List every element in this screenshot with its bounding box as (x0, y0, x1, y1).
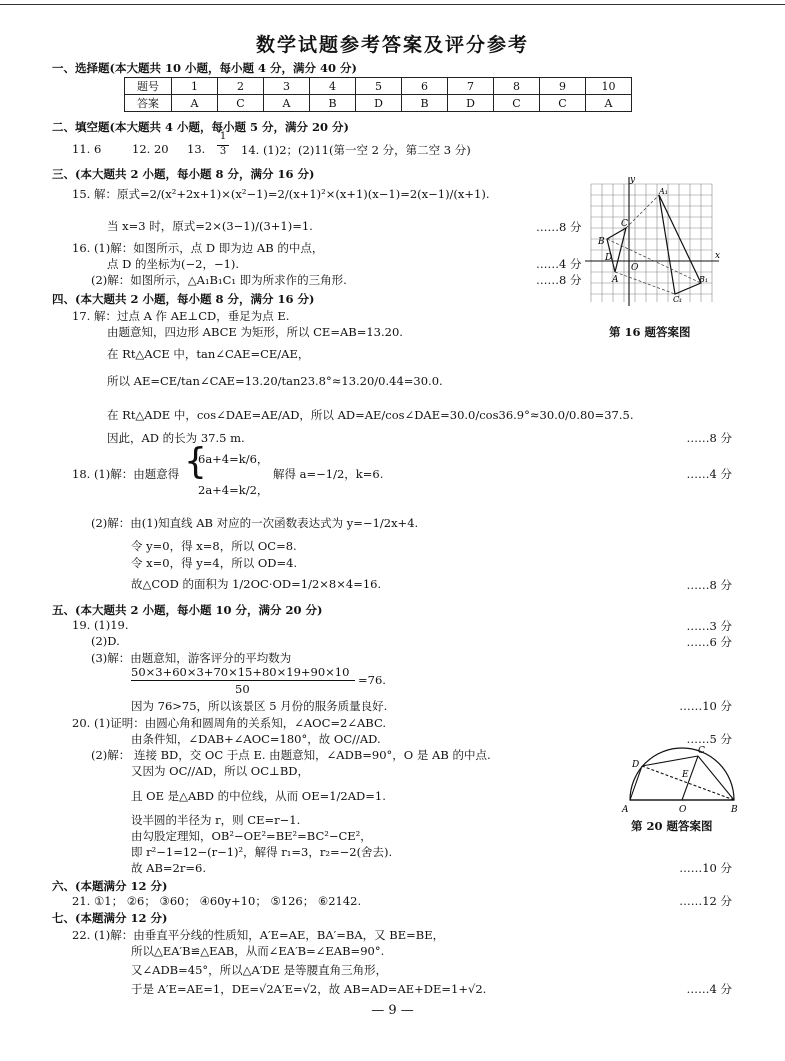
fig20-label-b: B (731, 805, 738, 815)
brace-symbol: { (184, 441, 207, 482)
table-row-answers (125, 95, 632, 112)
page-title: 数学试题参考答案及评分参考 (255, 34, 529, 56)
table-cell: 6 (402, 78, 448, 95)
table-header-cell: 题号 (125, 78, 172, 95)
fig16-label-a1: A₁ (659, 187, 668, 196)
table-cell: B (310, 95, 356, 112)
q22-line2: 所以△EA′B≌△EAB，从而∠EA′B=∠EAB=90°. (131, 944, 385, 958)
figure-16-caption: 第 16 题答案图 (609, 325, 691, 339)
top-rule (0, 4, 785, 5)
fig16-label-c1: C₁ (673, 295, 683, 304)
q19-part1: 19. (1)19. (72, 618, 129, 632)
q17-line3: 在 Rt△ACE 中，tan∠CAE=CE/AE， (107, 347, 310, 361)
answer-13-numerator: 1 (219, 131, 227, 142)
table-cell: 2 (218, 78, 264, 95)
table-cell: B (402, 95, 448, 112)
q20-score: ……10 分 (679, 861, 732, 875)
table-cell: 9 (540, 78, 586, 95)
q19-mean-result: =76. (358, 673, 386, 687)
q17-line1: 17. 解：过点 A 作 AE⊥CD，垂足为点 E. (72, 309, 290, 323)
answer-11: 11. 6 (72, 142, 102, 156)
table-cell: 5 (356, 78, 402, 95)
q22-line3: 又∠ADB=45°，所以△A′DE 是等腰直角三角形， (131, 963, 388, 977)
q18-line4: 令 x=0，得 y=4，所以 OD=4. (131, 556, 298, 570)
fig16-label-x: x (715, 251, 721, 261)
table-cell: 1 (172, 78, 218, 95)
answer-13-denominator: 3 (219, 146, 227, 157)
table-cell: 3 (264, 78, 310, 95)
section7-heading: 七、(本题满分 12 分) (52, 911, 168, 925)
fig16-label-d: D (605, 253, 613, 263)
q18-line1a: 18. (1)解：由题意得 (72, 467, 180, 481)
table-cell: C (494, 95, 540, 112)
fig16-label-c: C (621, 219, 628, 229)
q15-score: ……8 分 (536, 220, 582, 234)
answer-14: 14. (1)2；(2)11(第一空 2 分，第二空 3 分) (241, 143, 471, 157)
table-cell: 4 (310, 78, 356, 95)
q20-line6: 设半圆的半径为 r，则 CE=r−1. (131, 813, 301, 827)
q20-line9: 故 AB=2r=6. (131, 861, 206, 875)
section3-heading: 三、(本大题共 2 小题，每小题 8 分，满分 16 分) (52, 167, 315, 181)
fig16-label-b: B (598, 237, 605, 247)
q21-answers: 21. ①1； ②6； ③60； ④60y+10； ⑤126； ⑥2142. (72, 894, 362, 908)
table-cell: A (264, 95, 310, 112)
fig16-label-o: O (631, 263, 639, 273)
q15-line2: 当 x=3 时，原式=2×(3−1)/(3+1)=1. (107, 219, 313, 233)
q20-line1: 20. (1)证明：由圆心角和圆周角的关系知，∠AOC=2∠ABC. (72, 716, 387, 730)
q22-line4: 于是 A′E=AE=1，DE=√2A′E=√2，故 AB=AD=AE+DE=1+√2. (131, 982, 487, 996)
table-header-cell: 答案 (125, 95, 172, 112)
section4-heading: 四、(本大题共 2 小题，每小题 8 分，满分 16 分) (52, 292, 315, 306)
q19-part2-score: ……6 分 (686, 635, 732, 649)
q20-line3: (2)解： 连接 BD，交 OC 于点 E. 由题意知，∠ADB=90°，O 是 AB 的中点. (91, 748, 491, 762)
q22-score: ……4 分 (686, 982, 732, 996)
q16-score2: ……8 分 (536, 273, 582, 287)
table-cell: D (448, 95, 494, 112)
fig20-label-o: O (679, 805, 687, 815)
fig20-label-a: A (622, 805, 629, 815)
table-cell: D (356, 95, 402, 112)
q20-line5: 且 OE 是△ABD 的中位线，从而 OE=1/2AD=1. (131, 789, 386, 803)
q18-score1: ……4 分 (686, 467, 732, 481)
fig16-label-b1: B₁ (699, 275, 709, 284)
q18-system-eq1: 6a+4=k/6， (198, 452, 269, 466)
table-row-numbers (125, 78, 632, 95)
page-number: — 9 — (371, 1003, 414, 1018)
section5-heading: 五、(本大题共 2 小题，每小题 10 分，满分 20 分) (52, 603, 323, 617)
q19-mean-denominator: 50 (235, 682, 250, 696)
q22-line1: 22. (1)解：由垂直平分线的性质知，A′E=AE，BA′=BA，又 BE=BE， (72, 928, 445, 942)
fig16-label-a: A (612, 275, 619, 285)
q17-line5: 在 Rt△ADE 中，cos∠DAE=AE/AD，所以 AD=AE/cos∠DAE=30.0/cos36.9°≈30.0/0.80=37.5. (107, 408, 634, 422)
q16-line3: (2)解：如图所示，△A₁B₁C₁ 即为所求作的三角形. (91, 273, 347, 287)
table-cell: 10 (586, 78, 632, 95)
q19-part2: (2)D. (91, 634, 120, 648)
answer-12: 12. 20 (132, 142, 169, 156)
fig20-label-d: D (632, 760, 640, 770)
q20-part1-score: ……5 分 (686, 732, 732, 746)
fig16-label-y: y (630, 175, 636, 185)
q20-line8: 即 r²−1=12−(r−1)²，解得 r₁=3，r₂=−2(舍去). (131, 845, 393, 859)
answer-table (124, 77, 632, 112)
figure-16-graph (585, 172, 725, 307)
q18-line1b: 解得 a=−1/2，k=6. (273, 467, 384, 481)
q15-line1: 15. 解：原式=2/(x²+2x+1)×(x²−1)=2/(x+1)²×(x+1)(x−1)=2(x−1)/(x+1). (72, 187, 490, 201)
q17-score: ……8 分 (686, 431, 732, 445)
section6-heading: 六、(本题满分 12 分) (52, 879, 168, 893)
q19-conclusion: 因为 76>75，所以该景区 5 月份的服务质量良好. (131, 699, 388, 713)
q21-score: ……12 分 (679, 894, 732, 908)
q17-line6: 因此，AD 的长为 37.5 m. (107, 431, 245, 445)
table-cell: 8 (494, 78, 540, 95)
table-cell: A (586, 95, 632, 112)
q18-line3: 令 y=0，得 x=8，所以 OC=8. (131, 539, 297, 553)
q20-line2: 由条件知，∠DAB+∠AOC=180°，故 OC//AD. (131, 732, 381, 746)
q20-line7: 由勾股定理知，OB²−OE²=BE²=BC²−CE²， (131, 829, 372, 843)
answer-13-label: 13. (187, 142, 206, 156)
q16-line2: 点 D 的坐标为(−2，−1). (107, 257, 240, 271)
q18-system-eq2: 2a+4=k/2， (198, 483, 269, 497)
q18-score2: ……8 分 (686, 578, 732, 592)
fraction-bar (131, 680, 355, 681)
q19-score: ……10 分 (679, 699, 732, 713)
table-cell: C (540, 95, 586, 112)
figure-20-caption: 第 20 题答案图 (631, 819, 713, 833)
q16-line1: 16. (1)解：如图所示，点 D 即为边 AB 的中点， (72, 241, 324, 255)
q20-line4: 又因为 OC//AD，所以 OC⊥BD， (131, 764, 310, 778)
fig20-label-c: C (698, 746, 705, 756)
q16-score1: ……4 分 (536, 257, 582, 271)
q18-line5: 故△COD 的面积为 1/2OC·OD=1/2×8×4=16. (131, 577, 382, 591)
figure-20-semicircle (618, 742, 738, 822)
fig20-label-e: E (682, 770, 689, 780)
q18-line2: (2)解：由(1)知直线 AB 对应的一次函数表达式为 y=−1/2x+4. (91, 516, 419, 530)
section1-heading: 一、选择题(本大题共 10 小题，每小题 4 分，满分 40 分) (52, 61, 357, 75)
q17-line2: 由题意知，四边形 ABCE 为矩形，所以 CE=AB=13.20. (107, 325, 403, 339)
table-cell: 7 (448, 78, 494, 95)
q19-part1-score: ……3 分 (686, 619, 732, 633)
q17-line4: 所以 AE=CE/tan∠CAE=13.20/tan23.8°≈13.20/0.44=30.0. (107, 374, 443, 388)
q19-part3: (3)解：由题意知，游客评分的平均数为 (91, 651, 292, 665)
table-cell: C (218, 95, 264, 112)
table-cell: A (172, 95, 218, 112)
q19-mean-numerator: 50×3+60×3+70×15+80×19+90×10 (131, 665, 350, 679)
section2-heading: 二、填空题(本大题共 4 小题，每小题 5 分，满分 20 分) (52, 120, 349, 134)
